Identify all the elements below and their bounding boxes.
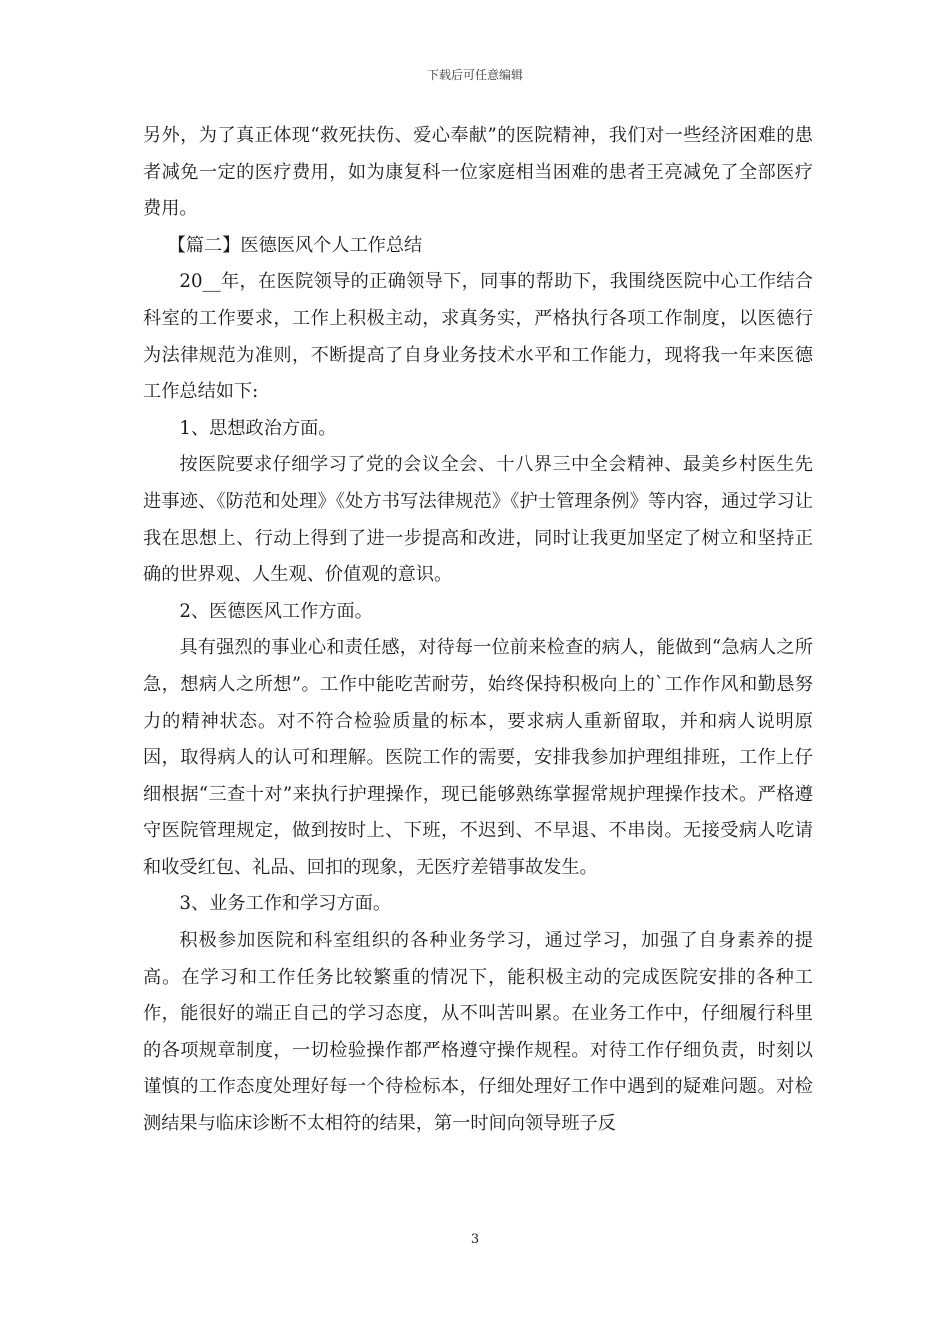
section-title: 【篇二】医德医风个人工作总结 bbox=[167, 234, 423, 256]
subheading-work-study: 3、业务工作和学习方面。 bbox=[179, 893, 392, 915]
subheading-ethics: 2、医德医风工作方面。 bbox=[179, 600, 373, 622]
page-number: 3 bbox=[470, 1232, 480, 1247]
paragraph-summary: 20__年，在医院领导的正确领导下，同事的帮助下，我围绕医院中心工作结合科室的工作要求，工作上积极主动，求真务实，严格执行各项工作制度，以医德行为法律规范为准则，不断提高了自身业务技术水平和工作能力，现将我一年来医德工作总结如下: bbox=[143, 271, 813, 403]
document-body bbox=[143, 118, 813, 1143]
paragraph-work-study: 积极参加医院和科室组织的各种业务学习，通过学习，加强了自身素养的提高。在学习和工作任务比较繁重的情况下，能积极主动的完成医院安排的各种工作，能很好的端正自己的学习态度，从不叫苦叫累。在业务工作中，仔细履行科里的各项规章制度，一切检验操作都严格遵守操作规程。对待工作仔细负责，时刻以谨慎的工作态度处理好每一个待检标本，仔细处理好工作中遇到的疑难问题。对检测结果与临床诊断不太相符的结果，第一时间向领导班子反 bbox=[143, 930, 813, 1135]
paragraph-intro: 另外，为了真正体现“救死扶伤、爱心奉献”的医院精神，我们对一些经济困难的患者减免一定的医疗费用，如为康复科一位家庭相当困难的患者王亮减免了全部医疗费用。 bbox=[143, 125, 813, 220]
paragraph-ethics: 具有强烈的事业心和责任感，对待每一位前来检查的病人，能做到“急病人之所急，想病人之所想”。工作中能吃苦耐劳，始终保持积极向上的`工作作风和勤恳努力的精神状态。对不符合检验质量的标本，要求病人重新留取，并和病人说明原因，取得病人的认可和理解。医院工作的需要，安排我参加护理组排班，工作上仔细根据“三查十对”来执行护理操作，现已能够熟练掌握常规护理操作技术。严格遵守医院管理规定，做到按时上、下班，不迟到、不早退、不串岗。无接受病人吃请和收受红包、礼品、回扣的现象，无医疗差错事故发生。 bbox=[143, 637, 813, 878]
page-header: 下载后可任意编辑 bbox=[426, 68, 523, 82]
subheading-political: 1、思想政治方面。 bbox=[179, 417, 337, 439]
paragraph-political: 按医院要求仔细学习了党的会议全会、十八界三中全会精神、最美乡村医生先进事迹、《防范和处理》《处方书写法律规范》《护士管理条例》等内容，通过学习让我在思想上、行动上得到了进一步提高和改进，同时让我更加坚定了树立和坚持正确的世界观、人生观、价值观的意识。 bbox=[143, 454, 813, 586]
